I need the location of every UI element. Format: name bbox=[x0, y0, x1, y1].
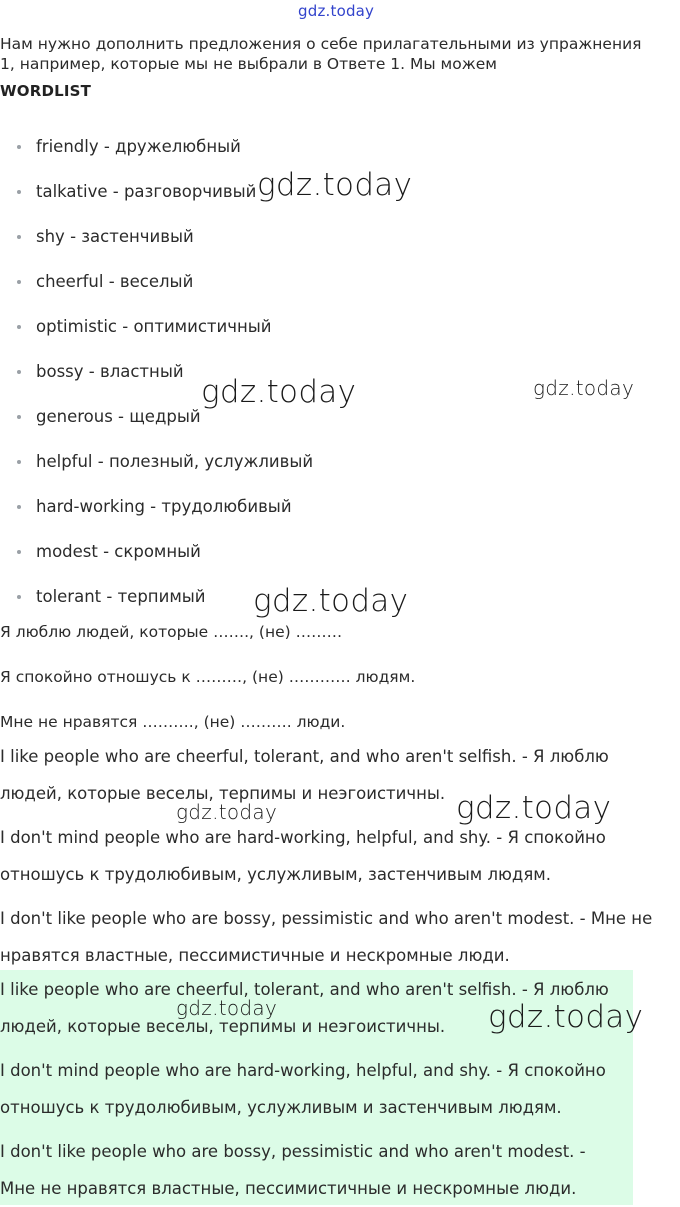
intro-text: Нам нужно дополнить предложения о себе прилагательными из упражнения bbox=[0, 35, 642, 53]
bullet-icon bbox=[17, 460, 21, 464]
answer-paragraph-3: I don't like people who are bossy, pessimistic and who aren't modest. - Мне не нравятся властные, пессимистичные и нескромные люди. bbox=[0, 909, 653, 965]
watermark: gdz.today bbox=[456, 790, 612, 826]
bullet-icon bbox=[17, 145, 21, 149]
watermark: gdz.today bbox=[488, 999, 644, 1035]
template-sentence-3: Мне не нравятся ………., (не) ………. люди. bbox=[0, 713, 346, 731]
watermark: gdz.today bbox=[176, 996, 278, 1020]
bullet-icon bbox=[17, 550, 21, 554]
bullet-icon bbox=[17, 595, 21, 599]
bullet-icon bbox=[17, 235, 21, 239]
bullet-icon bbox=[17, 370, 21, 374]
wordlist-title: WORDLIST bbox=[0, 82, 92, 100]
answer-paragraph-1: I like people who are cheerful, tolerant, and who aren't selfish. - Я люблю людей, которые веселы, терпимы и неэгоистичны. bbox=[0, 747, 609, 803]
watermark: gdz.today bbox=[176, 800, 278, 824]
template-sentence-1: Я люблю людей, которые ……., (не) ……… bbox=[0, 623, 343, 641]
answer-paragraph-2: I don't mind people who are hard-working, helpful, and shy. - Я спокойно отношусь к трудолюбивым, услужливым, застенчивым людям. bbox=[0, 828, 606, 884]
watermark: gdz.today bbox=[533, 376, 635, 400]
highlighted-answer-3: I don't like people who are bossy, pessimistic and who aren't modest. - Мне не нравятся властные, пессимистичные и нескромные люди. bbox=[0, 1142, 586, 1198]
watermark: gdz.today bbox=[257, 167, 413, 203]
watermark: gdz.today bbox=[253, 583, 409, 619]
intro-cut-text: 1, например, которые мы не выбрали в Ответе 1. Мы можем bbox=[0, 55, 497, 73]
bullet-icon bbox=[17, 280, 21, 284]
watermark: gdz.today bbox=[201, 374, 357, 410]
bullet-icon bbox=[17, 190, 21, 194]
template-sentence-2: Я спокойно отношусь к ………, (не) ………… людям. bbox=[0, 668, 416, 686]
top-watermark: gdz.today bbox=[298, 2, 375, 20]
highlighted-answer-1: I like people who are cheerful, tolerant, and who aren't selfish. - Я люблю людей, которые веселы, терпимы и неэгоистичны. bbox=[0, 980, 609, 1036]
page: gdz.today Нам нужно дополнить предложения о себе прилагательными из упражнения 1, например, которые мы не выбрали в Ответе 1. Мы можем WORDLIST friendly - дружелюбный talkative - разговорчивый shy - застенчивый cheerful - веселый optimistic - оптимистичный bossy - властный generous - щедрый helpful - полезный, услужливый hard-working - трудолюбивый modest - скромный tolerant - терпимый Я люблю людей, которые ……., (не) ……… Я спокойно отношусь к ………, (не) ………… людям. Мне не нравятся ………., (не) ………. люди. I like people who are cheerful, tolerant, and who aren't selfish. - Я люблю людей, которые веселы, терпимы и неэгоистичны. I don't mind people who are hard-working, helpful, and shy. - Я спокойно отношусь к трудолюбивым, услужливым, застенчивым людям. I don't like people who are bossy, pessimistic and who aren't modest. - Мне не нравятся властные, пессимистичные и нескромные люди. I like people who are cheerful, tolerant, and who aren't selfish. - Я люблю людей, которые веселы, терпимы и неэгоистичны. I don't mind people who are hard-working, helpful, and shy. - Я спокойно отношусь к трудолюбивым, услужливым и застенчивым людям. I don't like people who are bossy, pessimistic and who aren't modest. - Мне не нравятся властные, пессимистичные и нескромные люди. gdz.today gdz.today gdz.today gdz.today gdz.today gdz.today gdz.today gdz.today bbox=[0, 0, 680, 1205]
bullet-icon bbox=[17, 325, 21, 329]
highlighted-answer-2: I don't mind people who are hard-working, helpful, and shy. - Я спокойно отношусь к трудолюбивым, услужливым и застенчивым людям. bbox=[0, 1061, 606, 1117]
bullet-icon bbox=[17, 415, 21, 419]
bullet-icon bbox=[17, 505, 21, 509]
